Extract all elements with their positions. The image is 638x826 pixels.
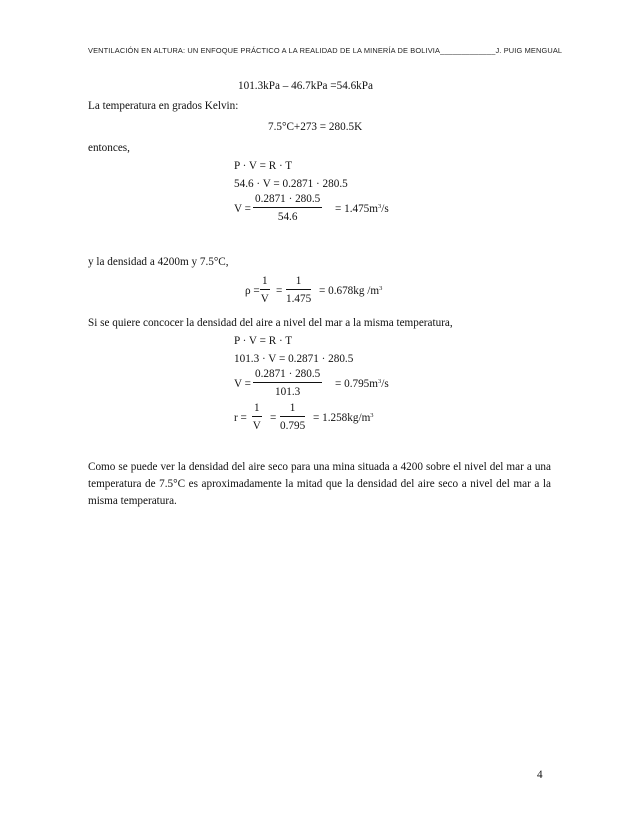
- rho-fraction-2: [286, 275, 311, 306]
- running-header: VENTILACIÓN EN ALTURA: UN ENFOQUE PRÁCTICO A LA REALIDAD DE LA MINERÍA DE BOLIVIA_____________J. PUIG MENGUAL: [88, 46, 563, 55]
- r-prefix: r =: [234, 412, 247, 424]
- volume-2-numerator: 0.2871 · 280.5: [255, 368, 321, 380]
- r-equals: =: [270, 412, 277, 424]
- rho-fraction-2-numerator: 1: [295, 275, 302, 287]
- volume-2-denominator: 101.3: [275, 386, 301, 398]
- r-fraction-1-numerator: 1: [254, 402, 260, 414]
- density-label: y la densidad a 4200m y 7.5°C,: [88, 256, 229, 268]
- temperature-label: La temperatura en grados Kelvin:: [88, 100, 239, 112]
- rho-result: = 0.678kg $/m^3$: [319, 285, 383, 297]
- conclusion-paragraph: Como se puede ver la densidad del aire seco para una mina situada a 4200 sobre el nivel del mar a una temperatura de 7.5°C es aproximadamente la mitad que la densidad del aire seco a nivel del mar a la misma temperatura.: [88, 461, 551, 507]
- volume-2-result: = $0.795m^3/s$: [335, 378, 389, 390]
- rho-prefix: ρ =: [245, 285, 260, 297]
- volume-1-fraction: [253, 193, 322, 224]
- rho-fraction-1-denominator: V: [260, 293, 269, 305]
- page-number: 4: [537, 769, 543, 781]
- r-fraction-2-numerator: 1: [289, 402, 296, 414]
- then-label: entonces,: [88, 142, 130, 154]
- kelvin-equation: 7.5°C+273 = 280.5K: [268, 121, 363, 133]
- volume-1-prefix: V =: [234, 203, 251, 215]
- rho-fraction-2-denominator: 1.475: [286, 293, 312, 305]
- substitution-equation-2: 101.3 · V = 0.2871 · 280.5: [234, 353, 354, 365]
- volume-2-prefix: V =: [234, 378, 251, 390]
- gas-law-equation-2: P · V = R · T: [234, 335, 293, 347]
- rho-fraction-1-numerator: 1: [262, 275, 268, 287]
- gas-law-equation-1: P · V = R · T: [234, 160, 293, 172]
- sea-level-label: Si se quiere concocer la densidad del aire a nivel del mar a la misma temperatura,: [88, 317, 453, 329]
- rho-equals: =: [276, 285, 283, 297]
- volume-1-denominator: 54.6: [277, 211, 298, 223]
- volume-1-numerator: 0.2871 · 280.5: [255, 193, 321, 205]
- volume-2-fraction: [253, 368, 322, 399]
- r-fraction-1-denominator: V: [252, 420, 261, 432]
- volume-1-result: = $1.475m^3/s$: [335, 203, 389, 215]
- r-result: = $1.258kg/m^3$: [313, 412, 374, 424]
- r-fraction-1: [252, 402, 262, 433]
- r-fraction-2-denominator: 0.795: [280, 420, 306, 432]
- r-fraction-2: [280, 402, 305, 433]
- substitution-equation-1: 54.6 · V = 0.2871 · 280.5: [234, 178, 348, 190]
- rho-fraction-1: [260, 275, 270, 306]
- pressure-equation: 101.3kPa – 46.7kPa =54.6kPa: [238, 80, 373, 92]
